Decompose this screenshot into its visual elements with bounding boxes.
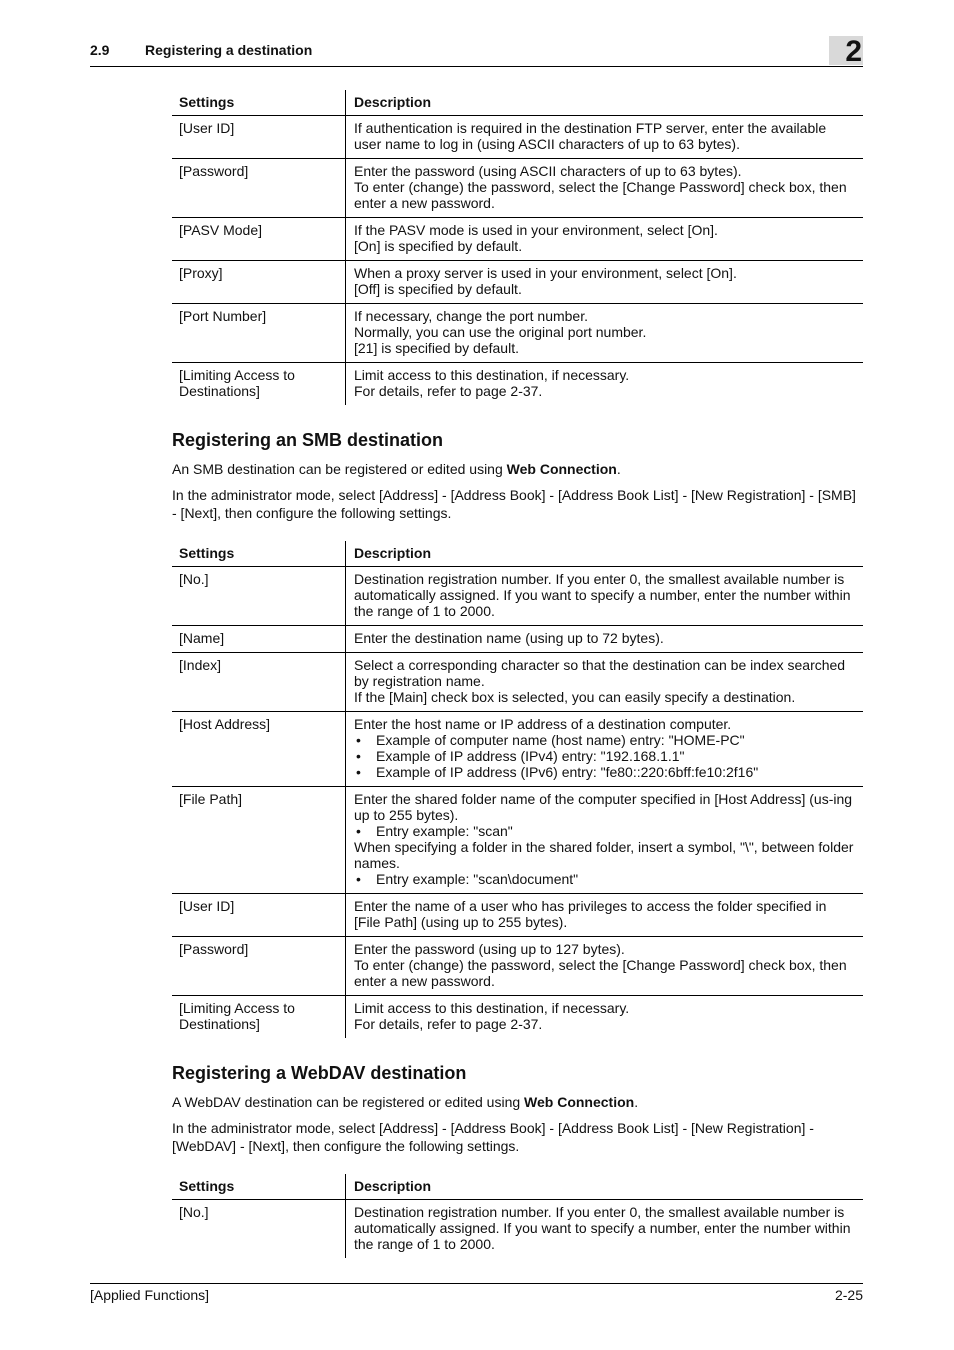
table-row [172, 159, 863, 218]
setting-description-cell [346, 894, 864, 937]
description-line: For details, refer to page 2-37. [354, 1016, 543, 1032]
description-line: Destination registration number. If you enter 0, the smallest available number is automatically assigned. If you want to specify a number, enter the number within the range of 1 to 2000. [354, 571, 851, 619]
description-line: When a proxy server is used in your environment, select [On]. [354, 265, 737, 281]
ftp-settings-table [172, 90, 863, 405]
setting-name-cell: [File Path] [172, 787, 346, 894]
description-line: Destination registration number. If you enter 0, the smallest available number is automatically assigned. If you want to specify a number, enter the number within the range of 1 to 2000. [354, 1204, 851, 1252]
table-row [172, 626, 863, 653]
setting-name-cell: [Proxy] [172, 261, 346, 304]
description-line: If authentication is required in the destination FTP server, enter the available user name to log in (using ASCII characters of up to 63 bytes). [354, 120, 827, 152]
setting-description-cell [346, 626, 864, 653]
webdav-section-heading: Registering a WebDAV destination [172, 1063, 467, 1083]
page-header [90, 40, 863, 67]
description-line: To enter (change) the password, select the [Change Password] check box, then enter a new password. [354, 179, 847, 211]
table-header-row [172, 90, 863, 116]
description-line: Enter the password (using up to 127 bytes). [354, 941, 625, 957]
smb-intro [172, 460, 863, 478]
setting-name-cell: [User ID] [172, 116, 346, 159]
table-row [172, 116, 863, 159]
section-number: 2.9 [90, 42, 110, 58]
description-line: Enter the name of a user who has privileges to access the folder specified in [File Path] (using up to 255 bytes). [354, 898, 827, 930]
table-row [172, 937, 863, 996]
table-row [172, 996, 863, 1039]
column-header-description: Description [346, 1174, 864, 1200]
setting-name-cell: [Port Number] [172, 304, 346, 363]
setting-description-cell [346, 363, 864, 406]
description-line: When specifying a folder in the shared folder, insert a symbol, "\", between folder names. [354, 839, 854, 871]
webdav-intro-period: . [634, 1094, 639, 1110]
description-line: [On] is specified by default. [354, 238, 523, 254]
description-line: Enter the shared folder name of the computer specified in [Host Address] (us-ing up to 255 bytes). [354, 791, 853, 823]
description-line: Select a corresponding character so that the destination can be index searched by registration name. [354, 657, 846, 689]
setting-description-cell [346, 116, 864, 159]
table-row [172, 363, 863, 406]
setting-description-cell [346, 653, 864, 712]
setting-name-cell: [Limiting Access to Destinations] [172, 363, 346, 406]
footer-manual-title: [Applied Functions] [90, 1287, 210, 1303]
description-line: Enter the password (using ASCII characters of up to 63 bytes). [354, 163, 742, 179]
setting-name-cell: [Name] [172, 626, 346, 653]
smb-intro-text: An SMB destination can be registered or edited using [172, 461, 507, 477]
description-line: If necessary, change the port number. [354, 308, 588, 324]
setting-description-cell [346, 159, 864, 218]
setting-name-cell: [Password] [172, 159, 346, 218]
table-row [172, 787, 863, 894]
smb-intro-period: . [616, 461, 621, 477]
setting-name-cell: [User ID] [172, 894, 346, 937]
description-line: For details, refer to page 2-37. [354, 383, 543, 399]
setting-description-cell [346, 996, 864, 1039]
column-header-settings: Settings [172, 541, 346, 567]
section-title: Registering a destination [145, 42, 313, 58]
webdav-instructions: In the administrator mode, select [Address] - [Address Book] - [Address Book List] - [New Registration] - [WebDAV] - [Next], then configure the following settings. [172, 1120, 814, 1154]
table-row [172, 1200, 863, 1259]
description-bullet: • Entry example: "scan" [354, 823, 856, 839]
setting-name-cell: [No.] [172, 1200, 346, 1259]
description-bullet: • Example of IP address (IPv6) entry: "fe80::220:6bff:fe10:2f16" [354, 764, 856, 780]
setting-name-cell: [Password] [172, 937, 346, 996]
table-row [172, 653, 863, 712]
description-bullet: • Entry example: "scan\document" [354, 871, 856, 887]
setting-name-cell: [Host Address] [172, 712, 346, 787]
webdav-intro [172, 1093, 863, 1111]
setting-description-cell [346, 712, 864, 787]
table-header-row [172, 1174, 863, 1200]
description-bullet: • Example of computer name (host name) entry: "HOME-PC" [354, 732, 856, 748]
setting-name-cell: [PASV Mode] [172, 218, 346, 261]
smb-instructions: In the administrator mode, select [Address] - [Address Book] - [Address Book List] - [New Registration] - [SMB] - [Next], then configure the following settings. [172, 487, 856, 521]
setting-description-cell [346, 218, 864, 261]
description-line: Enter the host name or IP address of a destination computer. [354, 716, 732, 732]
column-header-description: Description [346, 541, 864, 567]
description-line: If the [Main] check box is selected, you can easily specify a destination. [354, 689, 796, 705]
setting-description-cell [346, 787, 864, 894]
smb-settings-table [172, 541, 863, 1038]
column-header-settings: Settings [172, 1174, 346, 1200]
description-line: If the PASV mode is used in your environment, select [On]. [354, 222, 718, 238]
page-footer [90, 1283, 863, 1303]
footer-page-number: 2-25 [834, 1287, 863, 1303]
table-row [172, 567, 863, 626]
setting-name-cell: [No.] [172, 567, 346, 626]
setting-description-cell [346, 261, 864, 304]
setting-name-cell: [Index] [172, 653, 346, 712]
webdav-intro-web-connection: Web Connection [524, 1094, 635, 1110]
description-line: [21] is specified by default. [354, 340, 519, 356]
setting-description-cell [346, 567, 864, 626]
column-header-settings: Settings [172, 90, 346, 116]
smb-intro-web-connection: Web Connection [506, 461, 617, 477]
table-row [172, 261, 863, 304]
webdav-intro-text: A WebDAV destination can be registered or edited using [172, 1094, 525, 1110]
table-row [172, 218, 863, 261]
chapter-badge: 2 [829, 36, 863, 65]
setting-name-cell: [Limiting Access to Destinations] [172, 996, 346, 1039]
table-row [172, 894, 863, 937]
description-line: Enter the destination name (using up to 72 bytes). [354, 630, 664, 646]
description-line: Normally, you can use the original port number. [354, 324, 647, 340]
page-content [172, 90, 863, 1258]
description-line: [Off] is specified by default. [354, 281, 522, 297]
column-header-description: Description [346, 90, 864, 116]
setting-description-cell [346, 937, 864, 996]
smb-section-heading: Registering an SMB destination [172, 430, 444, 450]
description-line: To enter (change) the password, select the [Change Password] check box, then enter a new password. [354, 957, 847, 989]
description-line: Limit access to this destination, if necessary. [354, 367, 630, 383]
table-row [172, 712, 863, 787]
setting-description-cell [346, 304, 864, 363]
table-header-row [172, 541, 863, 567]
table-row [172, 304, 863, 363]
description-line: Limit access to this destination, if necessary. [354, 1000, 630, 1016]
description-bullet: • Example of IP address (IPv4) entry: "192.168.1.1" [354, 748, 856, 764]
webdav-settings-table [172, 1174, 863, 1258]
setting-description-cell [346, 1200, 864, 1259]
